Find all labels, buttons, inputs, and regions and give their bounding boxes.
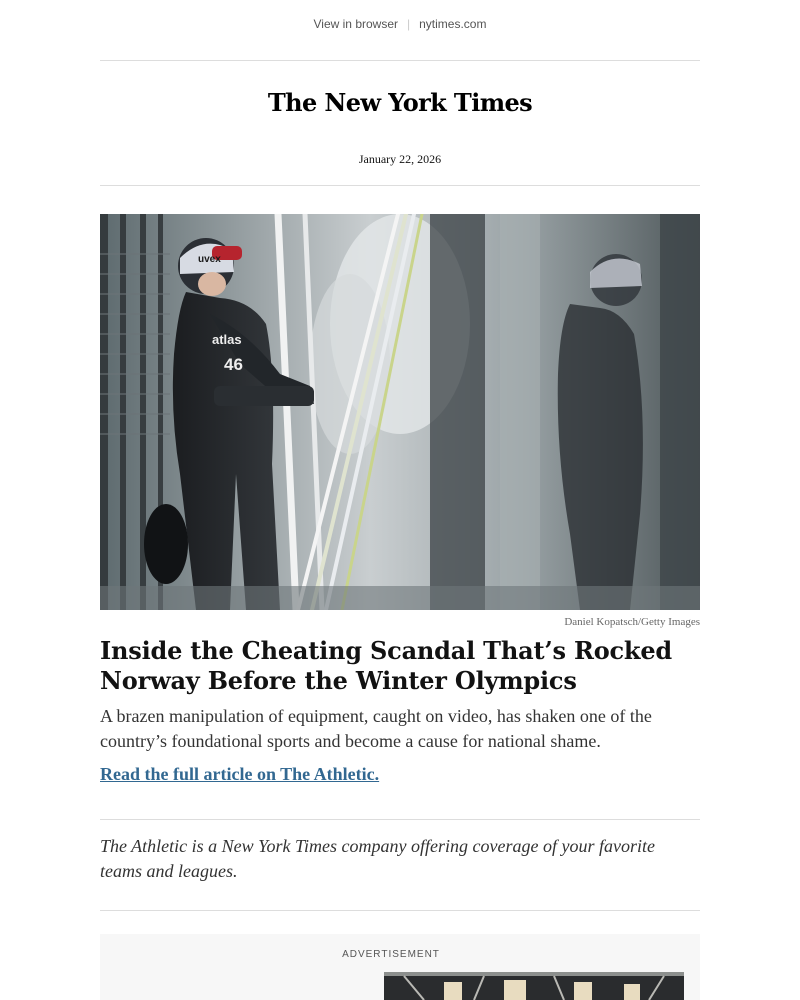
ad-image-icon[interactable] [384,972,684,1000]
article-headline[interactable]: Inside the Cheating Scandal That’s Rocked Norway Before the Winter Olympics [100,636,672,695]
athletic-tagline: The Athletic is a New York Times company offering coverage of your favorite teams and leagues. [100,836,655,881]
link-separator: | [407,17,411,31]
divider [100,60,700,61]
advertisement-block[interactable] [100,934,700,1000]
view-in-browser-link[interactable]: View in browser [313,17,398,31]
divider [100,185,700,186]
divider [100,910,700,911]
top-links [0,17,800,31]
helmet-logo: uvex [198,254,221,265]
nyt-logo[interactable]: The New York Times [267,88,533,117]
nytimes-link[interactable]: nytimes.com [419,17,487,31]
suit-sponsor: atlas [212,332,242,347]
article-summary: A brazen manipulation of equipment, caught on video, has shaken one of the country’s foundational sports and become a cause for national shame. [100,706,652,751]
divider [100,819,700,820]
read-full-article-link[interactable]: Read the full article on The Athletic. [100,764,380,784]
advertisement-label: ADVERTISEMENT [342,949,440,960]
ski-jumper-photo-icon [100,214,700,610]
issue-date: January 22, 2026 [358,152,442,166]
hero-image[interactable] [100,214,700,610]
photo-credit: Daniel Kopatsch/Getty Images [564,616,700,628]
bib-number: 46 [224,355,243,374]
